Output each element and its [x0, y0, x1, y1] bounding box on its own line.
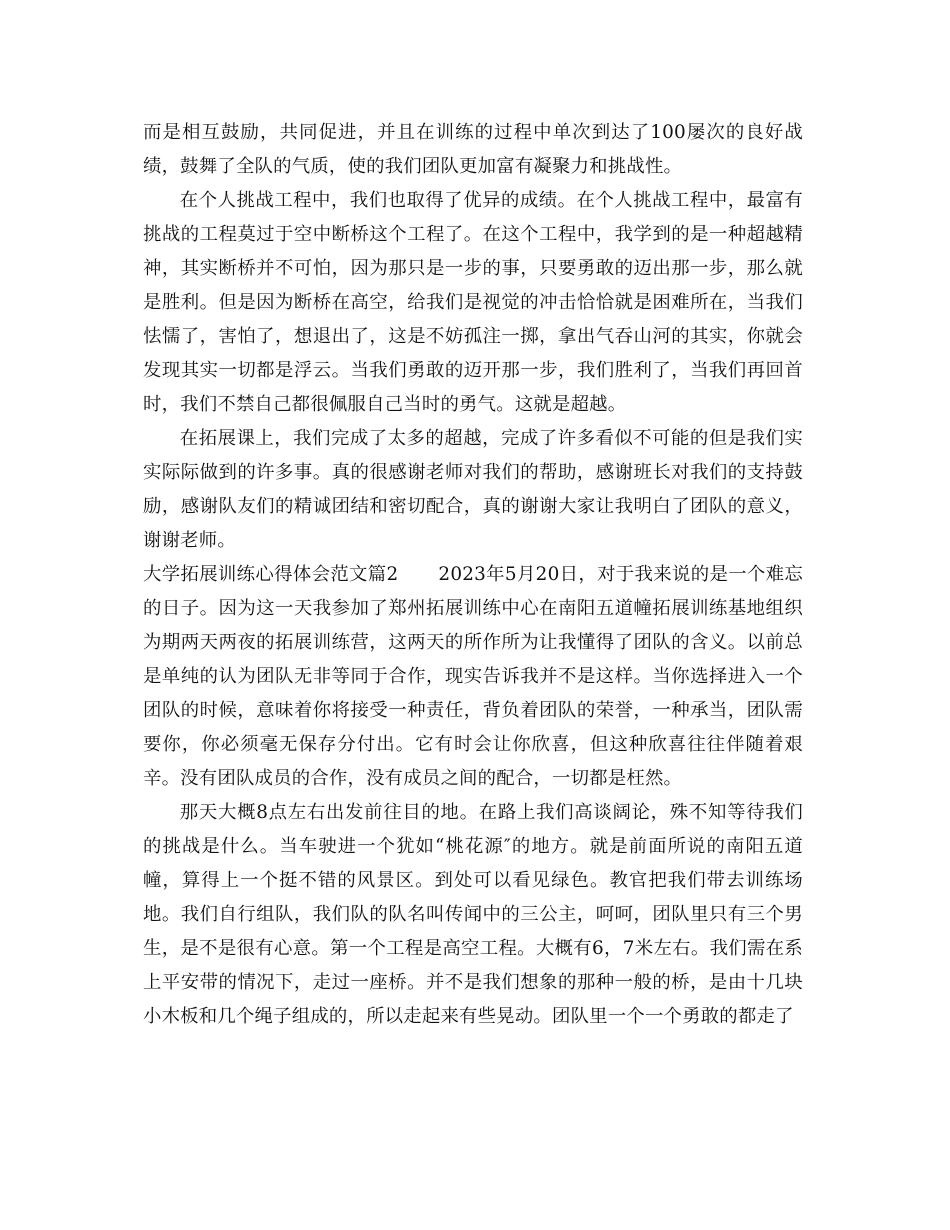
paragraph-closing: 那天大概8点左右出发前往目的地。在路上我们高谈阔论，殊不知等待我们的挑战是什么。当车驶进一个犹如“桃花源″的地方。就是前面所说的南阳五道幢，算得上一个挺不错的风景区。到处可以看见绿色。教官把我们带去训练场地。我们自行组队，我们队的队名叫传闻中的三公主，呵呵，团队里只有三个男生，是不是很有心意。第一个工程是高空工程。大概有6，7米左右。我们需在系上平安带的情况下，走过一座桥。并不是我们想象的那种一般的桥，是由十几块小木板和几个绳子组成的，所以走起来有些晃动。团队里一个一个勇敢的都走了 — [143, 802, 803, 1027]
paragraph-1: 而是相互鼓励，共同促进，并且在训练的过程中单次到达了100屡次的良好战绩，鼓舞了全队的气质，使的我们团队更加富有凝聚力和挑战性。 — [143, 122, 803, 177]
document-body — [143, 116, 803, 1034]
section-paragraph — [143, 558, 803, 796]
section-text: 2023年5月20日，对于我来说的是一个难忘的日子。因为这一天我参加了郑州拓展训练中心在南阳五道幢拓展训练基地组织为期两天两夜的拓展训练营，这两天的所作所为让我懂得了团队的含义。以前总是单纯的认为团队无非等同于合作，现实告诉我并不是这样。当你选择进入一个团队的时候，意味着你将接受一种责任，背负着团队的荣誉，一种承当，团队需要你，你必须毫无保存分付出。它有时会让你欣喜，但这种欣喜往往伴随着艰辛。没有团队成员的合作，没有成员之间的配合，一切都是枉然。 — [143, 564, 803, 789]
paragraph-3: 在拓展课上，我们完成了太多的超越，完成了许多看似不可能的但是我们实实际际做到的许多事。真的很感谢老师对我们的帮助，感谢班长对我们的支持鼓励，感谢队友们的精诚团结和密切配合，真的谢谢大家让我明白了团队的意义，谢谢老师。 — [143, 428, 803, 551]
section-title: 大学拓展训练心得体会范文篇2 — [143, 564, 399, 585]
paragraph-2: 在个人挑战工程中，我们也取得了优异的成绩。在个人挑战工程中，最富有挑战的工程莫过于空中断桥这个工程了。在这个工程中，我学到的是一种超越精神，其实断桥并不可怕，因为那只是一步的事，只要勇敢的迈出那一步，那么就是胜利。但是因为断桥在高空，给我们是视觉的冲击恰恰就是困难所在，当我们怯懦了，害怕了，想退出了，这是不妨孤注一掷，拿出气吞山河的其实，你就会发现其实一切都是浮云。当我们勇敢的迈开那一步，我们胜利了，当我们再回首时，我们不禁自己都很佩服自己当时的勇气。这就是超越。 — [143, 190, 803, 415]
